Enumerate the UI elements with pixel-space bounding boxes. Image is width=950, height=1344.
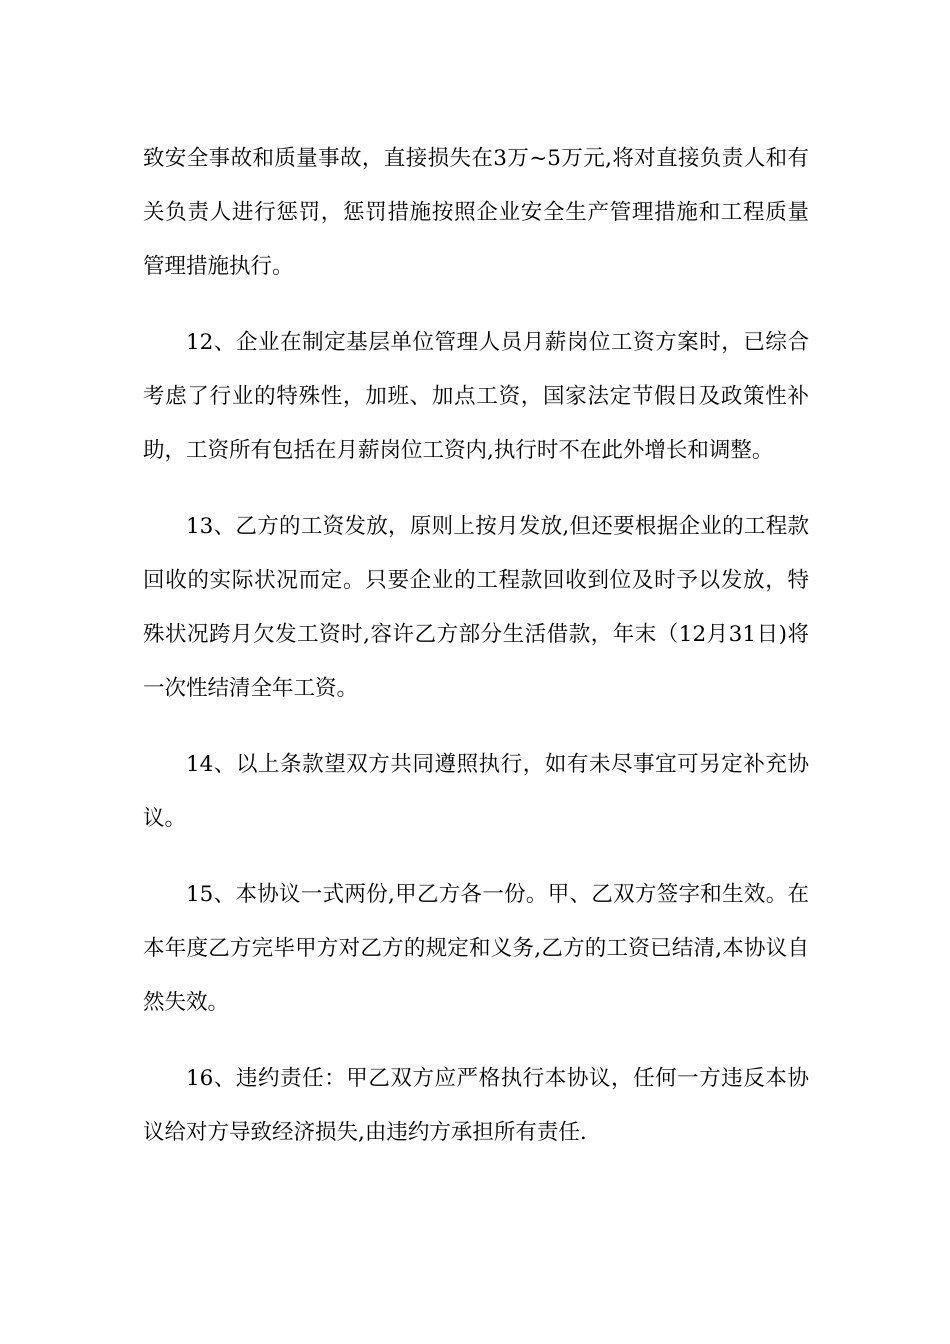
paragraph-clause-16: 16、违约责任：甲乙双方应严格执行本协议，任何一方违反本协议给对方导致经济损失,由违约方承担所有责任.	[143, 1066, 809, 1145]
paragraph-continued: 致安全事故和质量事故，直接损失在3万~5万元,将对直接负责人和有关负责人进行惩罚，惩罚措施按照企业安全生产管理措施和工程质量管理措施执行。	[143, 146, 809, 279]
paragraph-clause-13: 13、乙方的工资发放，原则上按月发放,但还要根据企业的工程款回收的实际状况而定。只要企业的工程款回收到位及时予以发放，特殊状况跨月欠发工资时,容许乙方部分生活借款，年末（12月31日)将一次性结清全年工资。	[143, 514, 809, 701]
document-body	[143, 132, 809, 1182]
paragraph-clause-15: 15、本协议一式两份,甲乙方各一份。甲、乙双方签字和生效。在本年度乙方完毕甲方对乙方的规定和义务,乙方的工资已结清,本协议自然失效。	[143, 882, 809, 1015]
paragraph-clause-14: 14、以上条款望双方共同遵照执行，如有未尽事宜可另定补充协议。	[143, 752, 809, 831]
paragraph-clause-12: 12、企业在制定基层单位管理人员月薪岗位工资方案时，已综合考虑了行业的特殊性，加班、加点工资，国家法定节假日及政策性补助，工资所有包括在月薪岗位工资内,执行时不在此外增长和调整。	[143, 330, 809, 463]
